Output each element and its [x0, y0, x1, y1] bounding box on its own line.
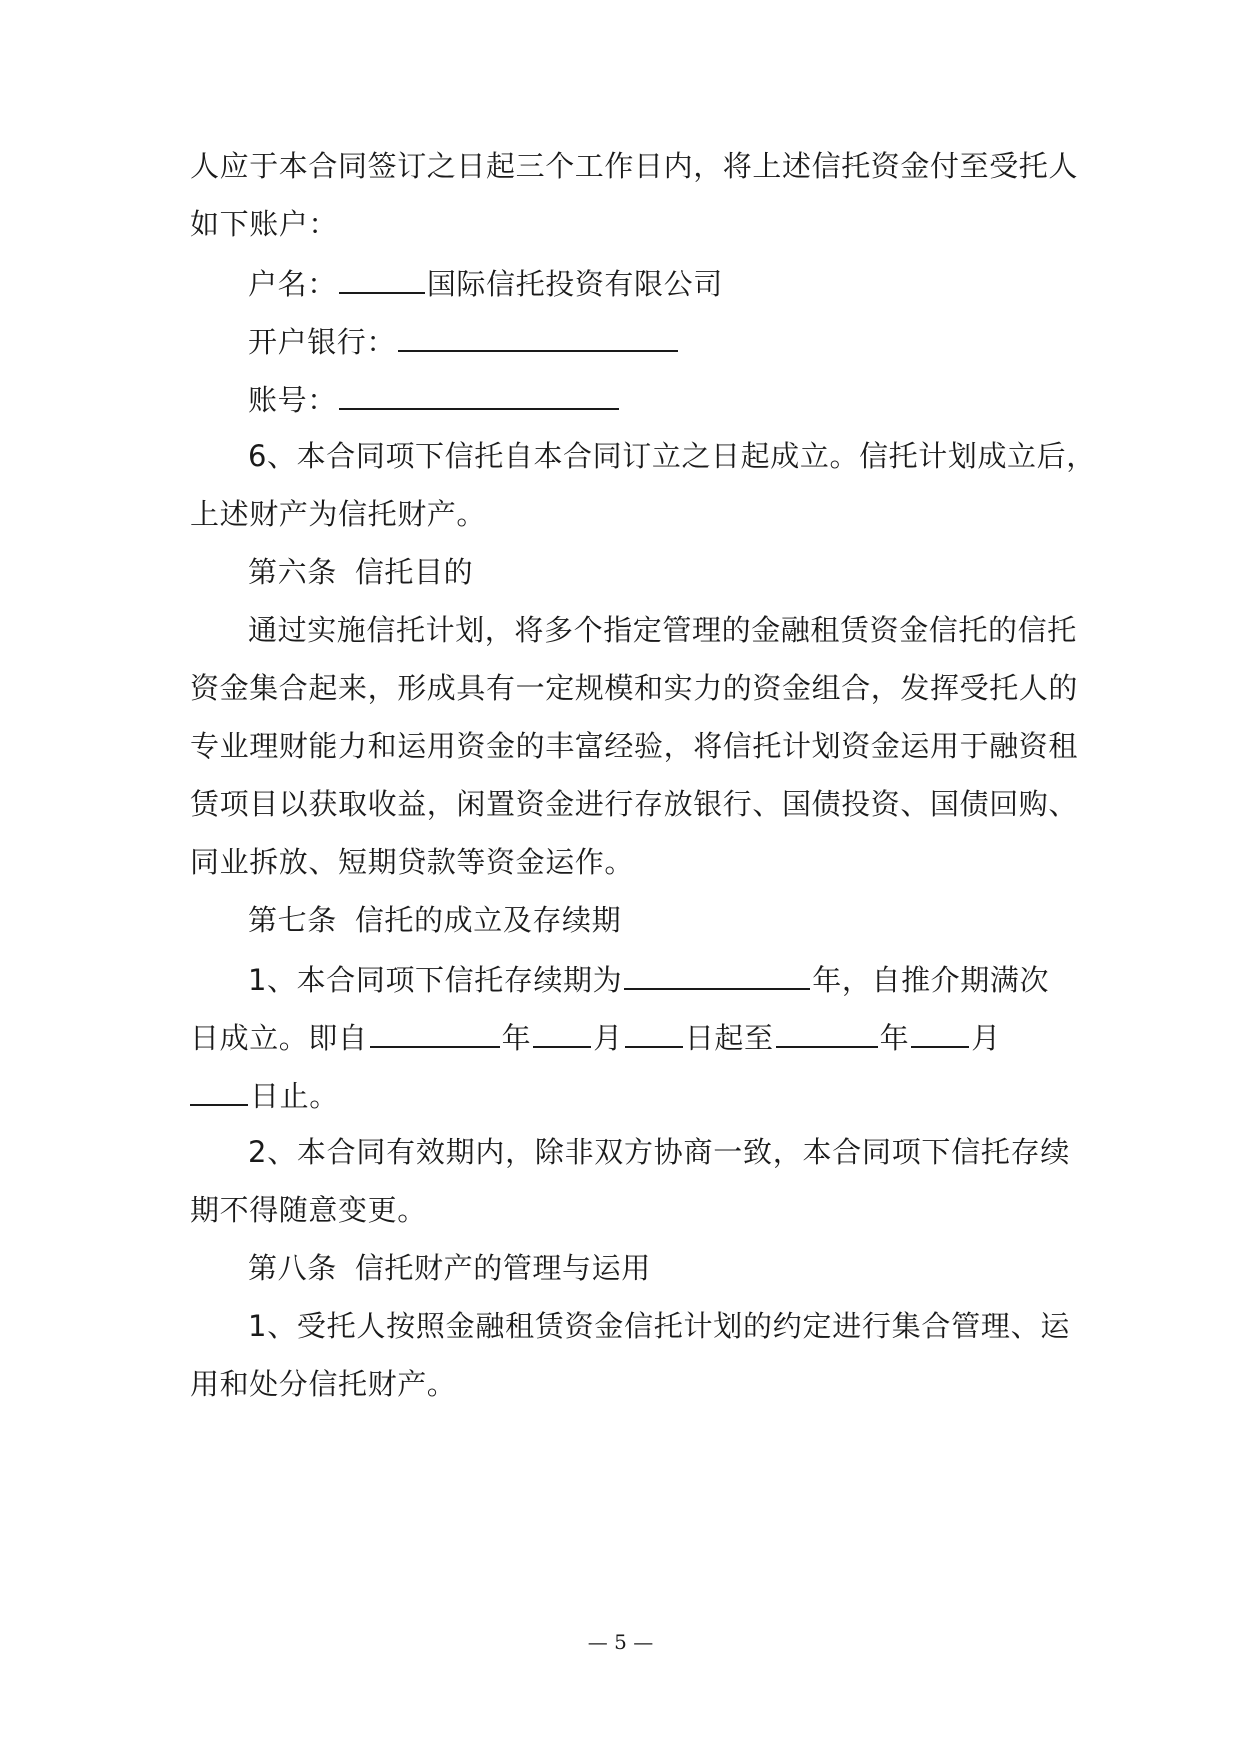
blank-field — [190, 1074, 248, 1106]
term-line-1 — [248, 958, 1128, 1000]
text-span: 2、本合同有效期内，除非双方协商一致，本合同项下信托存续 — [248, 1135, 1070, 1169]
text-span: 用和处分信托财产。 — [190, 1367, 457, 1401]
bank-line — [248, 320, 1128, 362]
paragraph-line — [190, 204, 1070, 244]
paragraph-line — [248, 436, 1096, 476]
blank-field — [911, 1016, 969, 1048]
text-span: 月 — [593, 1021, 623, 1055]
paragraph-line — [190, 668, 1079, 708]
paragraph-line — [248, 1132, 1070, 1172]
article-heading — [248, 552, 1128, 592]
article-title: 信托目的 — [354, 555, 474, 589]
paragraph-line — [190, 1190, 1070, 1230]
blank-field — [624, 958, 810, 990]
text-span: 月 — [971, 1021, 1001, 1055]
article-title: 信托的成立及存续期 — [354, 903, 622, 937]
blank-field — [533, 1016, 591, 1048]
term-line-2 — [190, 1016, 1070, 1058]
text-span: 专业理财能力和运用资金的丰富经验，将信托计划资金运用于融资租 — [190, 729, 1079, 763]
paragraph-line — [190, 1364, 1070, 1404]
text-span: 1、本合同项下信托存续期为 — [248, 963, 623, 997]
text-span: 资金集合起来，形成具有一定规模和实力的资金组合，发挥受托人的 — [190, 671, 1079, 705]
text-span: 年，自推介期满次 — [812, 963, 1050, 997]
blank-field — [339, 262, 425, 294]
page-number: — 5 — — [587, 1630, 654, 1654]
text-span: 期不得随意变更。 — [190, 1193, 427, 1227]
paragraph-line — [190, 784, 1079, 824]
blank-field — [370, 1016, 500, 1048]
text-span: 日止。 — [250, 1079, 339, 1113]
text-span: 上述财产为信托财产。 — [190, 497, 487, 531]
account-name-value: 国际信托投资有限公司 — [426, 267, 723, 301]
article-heading — [248, 1248, 1128, 1288]
account-name-line — [248, 262, 1128, 304]
text-span: 人应于本合同签订之日起三个工作日内，将上述信托资金付至受托人 — [190, 149, 1079, 183]
text-span: 赁项目以获取收益，闲置资金进行存放银行、国债投资、国债回购、 — [190, 787, 1079, 821]
article-number: 第六条 — [248, 555, 337, 589]
text-span: 年 — [879, 1021, 910, 1055]
text-span: 6、本合同项下信托自本合同订立之日起成立。信托计划成立后， — [248, 439, 1096, 473]
paragraph-line — [248, 610, 1077, 650]
paragraph-line — [190, 842, 1070, 882]
article-number: 第八条 — [248, 1251, 337, 1285]
account-name-label: 户名： — [248, 267, 337, 301]
account-number-label: 账号： — [248, 383, 337, 417]
article-number: 第七条 — [248, 903, 337, 937]
text-span: 如下账户： — [190, 207, 339, 241]
blank-field — [776, 1016, 878, 1048]
blank-field — [398, 320, 678, 352]
account-number-line — [248, 378, 1128, 420]
bank-label: 开户银行： — [248, 325, 397, 359]
text-span: 日起至 — [684, 1021, 774, 1055]
blank-field — [339, 378, 619, 410]
term-line-3 — [190, 1074, 1070, 1116]
text-span: 年 — [501, 1021, 532, 1055]
text-span: 日成立。即自 — [190, 1021, 368, 1055]
paragraph-line — [248, 1306, 1070, 1346]
paragraph-line — [190, 494, 1070, 534]
article-heading — [248, 900, 1128, 940]
text-span: 通过实施信托计划，将多个指定管理的金融租赁资金信托的信托 — [248, 613, 1077, 647]
text-span: 1、受托人按照金融租赁资金信托计划的约定进行集合管理、运 — [248, 1309, 1070, 1343]
paragraph-line — [190, 726, 1079, 766]
paragraph-line — [190, 146, 1079, 186]
text-span: 同业拆放、短期贷款等资金运作。 — [190, 845, 635, 879]
blank-field — [625, 1016, 683, 1048]
article-title: 信托财产的管理与运用 — [354, 1251, 651, 1285]
